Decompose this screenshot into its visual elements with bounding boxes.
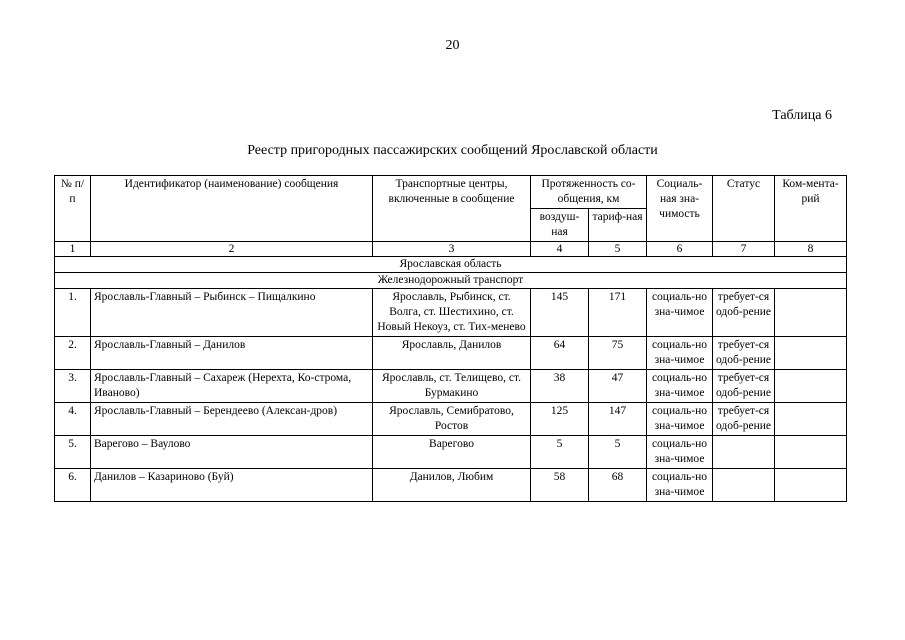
row-status: требует-ся одоб-рение	[713, 337, 775, 370]
row-identifier: Данилов – Казариново (Буй)	[91, 469, 373, 502]
transport-type-row	[55, 273, 847, 289]
row-status	[713, 436, 775, 469]
table-row	[55, 337, 847, 370]
header-comment: Ком-мента-рий	[775, 176, 847, 242]
row-social: социаль-но зна-чимое	[647, 469, 713, 502]
row-identifier: Варегово – Ваулово	[91, 436, 373, 469]
row-centers: Данилов, Любим	[373, 469, 531, 502]
column-number: 6	[647, 242, 713, 257]
header-status: Статус	[713, 176, 775, 242]
row-comment	[775, 337, 847, 370]
table-row	[55, 403, 847, 436]
row-status: требует-ся одоб-рение	[713, 370, 775, 403]
row-social: социаль-но зна-чимое	[647, 337, 713, 370]
row-length-tariff: 68	[589, 469, 647, 502]
row-comment	[775, 289, 847, 337]
column-number: 1	[55, 242, 91, 257]
row-centers: Ярославль, Семибратово, Ростов	[373, 403, 531, 436]
header-centers: Транспортные центры, включенные в сообщение	[373, 176, 531, 242]
column-number-row	[55, 242, 847, 257]
header-row	[55, 176, 847, 209]
table-row	[55, 469, 847, 502]
header-length: Протяженность со-общения, км	[531, 176, 647, 209]
row-comment	[775, 370, 847, 403]
row-social: социаль-но зна-чимое	[647, 436, 713, 469]
row-length-tariff: 147	[589, 403, 647, 436]
row-social: социаль-но зна-чимое	[647, 403, 713, 436]
document-title: Реестр пригородных пассажирских сообщений Ярославской области	[247, 143, 658, 158]
row-centers: Ярославль, Рыбинск, ст. Волга, ст. Шестихино, ст. Новый Некоуз, ст. Тих-менево	[373, 289, 531, 337]
table-row	[55, 370, 847, 403]
registry-table	[54, 175, 847, 502]
row-centers: Варегово	[373, 436, 531, 469]
row-centers: Ярославль, ст. Телищево, ст. Бурмакино	[373, 370, 531, 403]
row-status: требует-ся одоб-рение	[713, 403, 775, 436]
column-number: 4	[531, 242, 589, 257]
header-num: № п/п	[55, 176, 91, 242]
row-length-tariff: 171	[589, 289, 647, 337]
transport-type-label: Железнодорожный транспорт	[55, 273, 847, 289]
column-number: 5	[589, 242, 647, 257]
row-status: требует-ся одоб-рение	[713, 289, 775, 337]
table-row	[55, 436, 847, 469]
row-length-air: 38	[531, 370, 589, 403]
row-number: 1.	[55, 289, 91, 337]
region-row	[55, 257, 847, 273]
row-length-air: 58	[531, 469, 589, 502]
page-number: 20	[445, 38, 460, 53]
row-number: 4.	[55, 403, 91, 436]
row-comment	[775, 436, 847, 469]
column-number: 2	[91, 242, 373, 257]
header-identifier: Идентификатор (наименование) сообщения	[91, 176, 373, 242]
column-number: 3	[373, 242, 531, 257]
table-label: Таблица 6	[772, 108, 832, 123]
header-length-air: воздуш-ная	[531, 209, 589, 242]
row-social: социаль-но зна-чимое	[647, 289, 713, 337]
row-comment	[775, 469, 847, 502]
row-length-air: 5	[531, 436, 589, 469]
column-number: 7	[713, 242, 775, 257]
row-length-air: 125	[531, 403, 589, 436]
row-number: 2.	[55, 337, 91, 370]
row-length-tariff: 47	[589, 370, 647, 403]
header-social: Социаль-ная зна-чимость	[647, 176, 713, 242]
row-length-tariff: 5	[589, 436, 647, 469]
row-length-tariff: 75	[589, 337, 647, 370]
row-length-air: 64	[531, 337, 589, 370]
row-comment	[775, 403, 847, 436]
row-status	[713, 469, 775, 502]
row-identifier: Ярославль-Главный – Сахареж (Нерехта, Ко-строма, Иваново)	[91, 370, 373, 403]
row-number: 5.	[55, 436, 91, 469]
row-identifier: Ярославль-Главный – Рыбинск – Пищалкино	[91, 289, 373, 337]
row-identifier: Ярославль-Главный – Данилов	[91, 337, 373, 370]
row-length-air: 145	[531, 289, 589, 337]
row-centers: Ярославль, Данилов	[373, 337, 531, 370]
header-length-tariff: тариф-ная	[589, 209, 647, 242]
row-number: 3.	[55, 370, 91, 403]
row-identifier: Ярославль-Главный – Берендеево (Алексан-дров)	[91, 403, 373, 436]
table-row	[55, 289, 847, 337]
region-label: Ярославская область	[55, 257, 847, 273]
row-social: социаль-но зна-чимое	[647, 370, 713, 403]
row-number: 6.	[55, 469, 91, 502]
column-number: 8	[775, 242, 847, 257]
